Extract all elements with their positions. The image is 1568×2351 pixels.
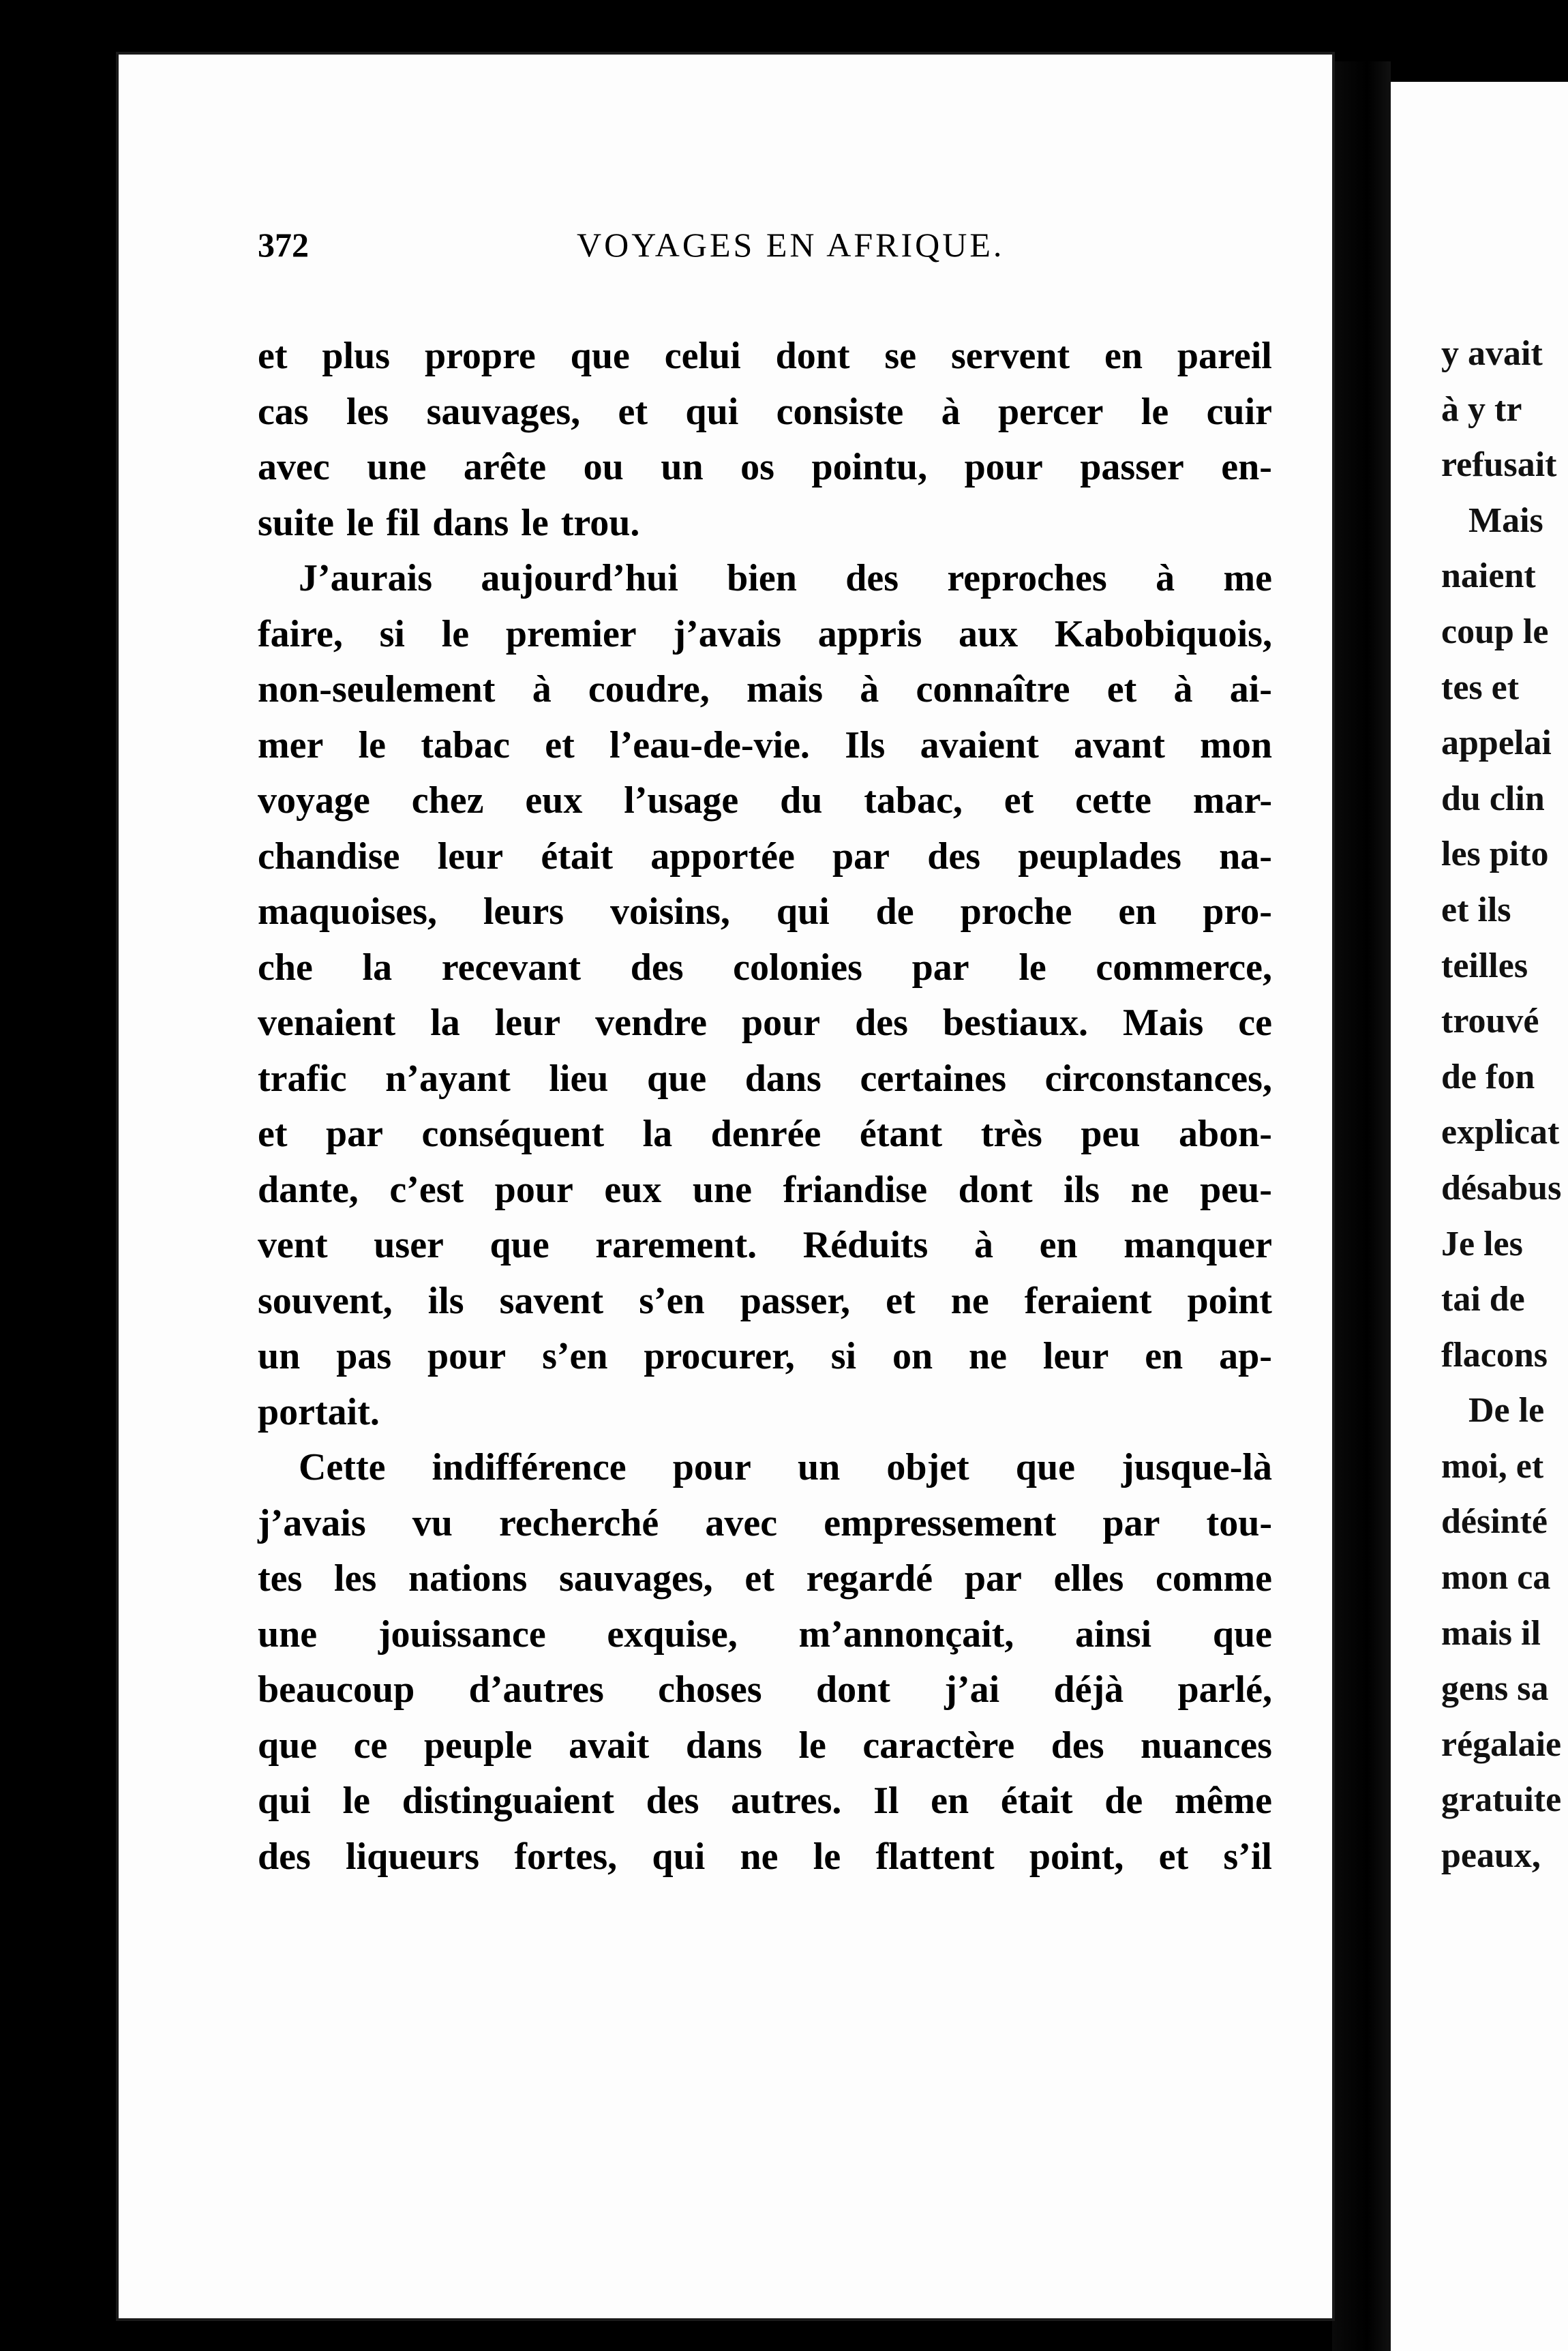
text-line: et plus propre que celui dont se servent en pareil [258,335,1272,377]
text-line: teilles [1441,946,1528,985]
text-line: j’avais vu recherché avec empressement par tou- [258,1501,1272,1544]
text-line: tes les nations sauvages, et regardé par elles comme [258,1557,1272,1600]
text-line: chandise leur était apportée par des peuplades na- [258,835,1272,878]
text-line: mais il [1441,1613,1541,1653]
text-line: souvent, ils savent s’en passer, et ne feraient point [258,1279,1272,1322]
text-line: à y tr [1441,389,1522,429]
text-line: appelai [1441,723,1552,763]
text-line: tes et [1441,668,1520,707]
text-line: des liqueurs fortes, qui ne le flattent point, et s’il [258,1835,1272,1878]
text-line: et par conséquent la denrée étant très peu abon- [258,1113,1272,1155]
page-number: 372 [258,226,309,264]
running-head [258,225,1198,300]
text-line: qui le distinguaient des autres. Il en était de même [258,1780,1272,1822]
right-page [1391,82,1568,2351]
text-line: faire, si le premier j’avais appris aux Kabobiquois, [258,612,1272,655]
text-line: cas les sauvages, et qui consiste à percer le cuir [258,390,1272,433]
text-line: les pito [1441,835,1549,874]
text-line: mon ca [1441,1558,1551,1598]
text-line: peaux, [1441,1836,1541,1876]
right-page-body-text [1441,326,1568,1884]
text-line: explicat [1441,1113,1560,1152]
text-line: flacons [1441,1335,1548,1375]
text-line: maquoises, leurs voisins, qui de proche en pro- [258,890,1272,933]
text-line: gens sa [1441,1669,1549,1709]
text-line: avec une arête ou un os pointu, pour passer en- [258,446,1272,488]
text-line: une jouissance exquise, m’annonçait, ainsi que [258,1613,1272,1656]
text-line: Mais [1468,500,1543,540]
text-line: portait. [258,1390,380,1433]
running-title: VOYAGES EN AFRIQUE. [577,226,1005,264]
left-page-body-text [258,329,1272,1885]
text-line: régalaie [1441,1724,1562,1764]
text-line: dante, c’est pour eux une friandise dont ils ne peu- [258,1168,1272,1211]
text-line: J’aurais aujourd’hui bien des reproches à me [299,557,1272,599]
text-line: y avait [1441,334,1543,373]
text-line: désabus [1441,1168,1562,1208]
text-line: que ce peuple avait dans le caractère des nuances [258,1724,1272,1767]
text-line: tai de [1441,1280,1525,1319]
text-line: venaient la leur vendre pour des bestiaux. Mais ce [258,1002,1272,1044]
text-line: et ils [1441,890,1511,929]
text-line: de fon [1441,1057,1535,1096]
text-line: naient [1441,556,1536,596]
text-line: vent user que rarement. Réduits à en manquer [258,1224,1272,1266]
text-line: désinté [1441,1502,1548,1542]
text-line: voyage chez eux l’usage du tabac, et cette mar- [258,779,1272,822]
text-line: gratuite [1441,1780,1562,1820]
text-line: coup le [1441,612,1549,651]
text-line: du clin [1441,779,1545,818]
text-line: suite le fil dans le trou. [258,501,640,544]
text-line: De le [1468,1391,1545,1431]
book-gutter [1332,61,1391,2351]
text-line: che la recevant des colonies par le commerce, [258,946,1272,989]
text-line: Je les [1441,1224,1523,1263]
text-line: mer le tabac et l’eau-de-vie. Ils avaient avant mon [258,723,1272,766]
text-line: Cette indifférence pour un objet que jusque-là [299,1446,1272,1488]
text-line: refusait [1441,445,1557,485]
text-line: trafic n’ayant lieu que dans certaines circonstances, [258,1057,1272,1100]
text-line: un pas pour s’en procurer, si on ne leur en ap- [258,1335,1272,1377]
text-line: non-seulement à coudre, mais à connaître et à ai- [258,668,1272,710]
text-line: trouvé [1441,1002,1539,1041]
text-line: beaucoup d’autres choses dont j’ai déjà parlé, [258,1668,1272,1711]
text-line: moi, et [1441,1446,1544,1486]
